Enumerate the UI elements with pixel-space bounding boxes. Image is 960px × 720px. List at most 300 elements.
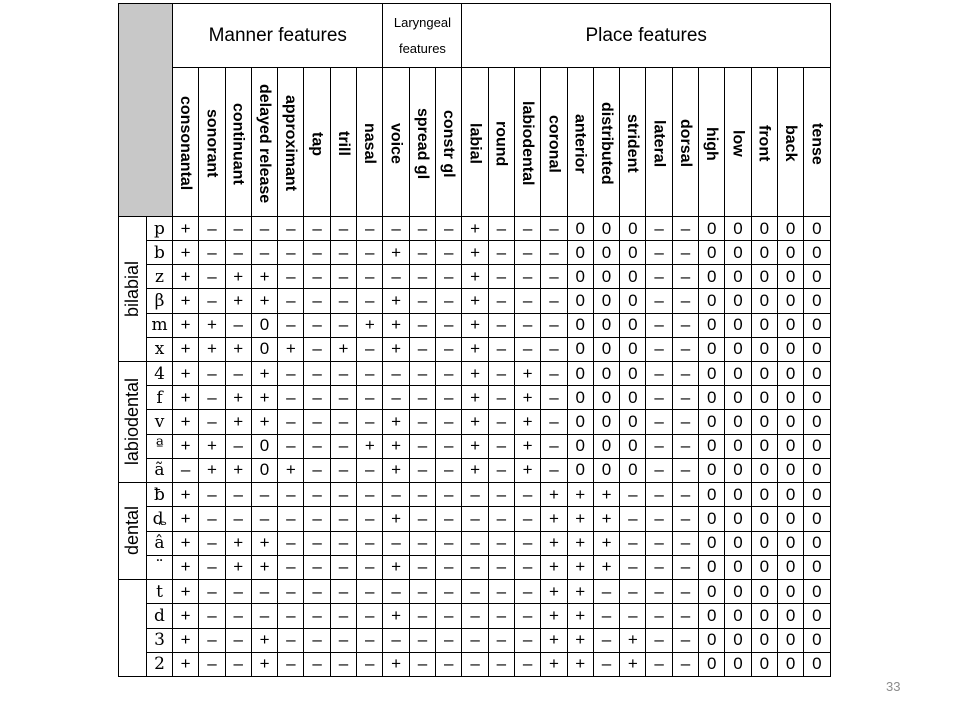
- feature-value: –: [330, 628, 356, 652]
- feature-value: 0: [751, 434, 777, 458]
- feature-value: –: [304, 628, 330, 652]
- feature-value: 0: [620, 362, 646, 386]
- feature-value: 0: [777, 434, 803, 458]
- feature-value: 0: [593, 217, 619, 241]
- feature-value: 0: [751, 507, 777, 531]
- feature-value: –: [199, 652, 225, 676]
- feature-group-header: Manner features: [173, 4, 383, 68]
- feature-value: –: [409, 531, 435, 555]
- feature-value: 0: [593, 265, 619, 289]
- feature-value: –: [515, 241, 541, 265]
- feature-value: –: [330, 531, 356, 555]
- feature-value: 0: [804, 241, 830, 265]
- feature-value: –: [357, 531, 383, 555]
- place-group-label: [119, 217, 147, 362]
- feature-value: 0: [593, 434, 619, 458]
- feature-value: +: [462, 434, 488, 458]
- feature-value: +: [225, 531, 251, 555]
- feature-value: 0: [725, 410, 751, 434]
- feature-value: 0: [620, 410, 646, 434]
- feature-value: –: [330, 507, 356, 531]
- feature-value: 0: [593, 241, 619, 265]
- feature-value: –: [225, 652, 251, 676]
- feature-header: [672, 68, 698, 217]
- feature-label: approximant: [282, 95, 300, 192]
- feature-value: –: [357, 580, 383, 604]
- feature-label: back: [781, 125, 799, 162]
- feature-header: [620, 68, 646, 217]
- feature-value: –: [330, 313, 356, 337]
- feature-value: 0: [751, 531, 777, 555]
- table-row: [119, 241, 831, 265]
- feature-value: 0: [725, 555, 751, 579]
- feature-header: [541, 68, 567, 217]
- feature-value: 0: [593, 386, 619, 410]
- feature-value: –: [304, 313, 330, 337]
- feature-value: –: [199, 217, 225, 241]
- feature-value: –: [357, 507, 383, 531]
- feature-value: 0: [777, 217, 803, 241]
- feature-value: –: [278, 313, 304, 337]
- segment-symbol: ª: [147, 434, 173, 458]
- feature-value: –: [541, 434, 567, 458]
- page-number: 33: [886, 679, 901, 694]
- feature-value: –: [278, 628, 304, 652]
- segment-symbol: ã: [147, 458, 173, 482]
- feature-value: +: [567, 483, 593, 507]
- feature-value: –: [541, 313, 567, 337]
- feature-value: –: [357, 217, 383, 241]
- feature-value: –: [541, 410, 567, 434]
- feature-value: +: [225, 386, 251, 410]
- feature-value: –: [383, 217, 409, 241]
- feature-value: –: [330, 241, 356, 265]
- feature-value: –: [672, 386, 698, 410]
- table-row: [119, 483, 831, 507]
- feature-value: 0: [777, 410, 803, 434]
- feature-value: 0: [751, 217, 777, 241]
- feature-value: +: [173, 337, 199, 361]
- feature-value: –: [541, 337, 567, 361]
- feature-value: 0: [751, 580, 777, 604]
- feature-value: –: [409, 410, 435, 434]
- feature-value: +: [515, 458, 541, 482]
- feature-value: –: [278, 652, 304, 676]
- feature-value: 0: [751, 458, 777, 482]
- feature-value: –: [409, 507, 435, 531]
- feature-header: [278, 68, 304, 217]
- feature-value: –: [357, 362, 383, 386]
- feature-value: 0: [725, 604, 751, 628]
- feature-value: +: [541, 531, 567, 555]
- feature-value: +: [462, 289, 488, 313]
- feature-value: –: [488, 580, 514, 604]
- feature-header: [804, 68, 830, 217]
- feature-value: –: [304, 289, 330, 313]
- feature-value: –: [409, 555, 435, 579]
- feature-value: –: [225, 604, 251, 628]
- segment-symbol: b: [147, 241, 173, 265]
- feature-value: –: [225, 580, 251, 604]
- feature-value: –: [199, 289, 225, 313]
- feature-value: –: [357, 652, 383, 676]
- feature-value: 0: [751, 289, 777, 313]
- table-row: [119, 217, 831, 241]
- feature-value: 0: [777, 580, 803, 604]
- feature-value: +: [593, 483, 619, 507]
- feature-value: +: [383, 313, 409, 337]
- feature-value: –: [173, 458, 199, 482]
- feature-value: –: [199, 604, 225, 628]
- feature-label: consonantal: [177, 96, 194, 191]
- feature-value: +: [567, 604, 593, 628]
- feature-value: –: [436, 580, 462, 604]
- table-row: [119, 362, 831, 386]
- feature-value: –: [409, 337, 435, 361]
- feature-value: –: [488, 217, 514, 241]
- feature-value: +: [173, 386, 199, 410]
- feature-value: –: [278, 410, 304, 434]
- feature-value: –: [251, 217, 277, 241]
- feature-value: –: [278, 507, 304, 531]
- feature-value: –: [199, 483, 225, 507]
- segment-symbol: ȡ: [147, 507, 173, 531]
- feature-value: +: [173, 241, 199, 265]
- table-row: [119, 265, 831, 289]
- feature-value: –: [488, 241, 514, 265]
- feature-value: –: [330, 604, 356, 628]
- segment-symbol: f: [147, 386, 173, 410]
- feature-value: –: [462, 652, 488, 676]
- place-label: bilabial: [122, 260, 142, 318]
- feature-value: 0: [725, 386, 751, 410]
- feature-value: 0: [804, 531, 830, 555]
- feature-value: –: [278, 217, 304, 241]
- feature-value: 0: [725, 337, 751, 361]
- feature-value: –: [541, 386, 567, 410]
- feature-group-header: Laryngeal features: [383, 4, 462, 68]
- feature-value: 0: [620, 265, 646, 289]
- feature-label: coronal: [545, 114, 563, 173]
- feature-value: 0: [699, 386, 725, 410]
- feature-value: 0: [699, 531, 725, 555]
- segment-symbol: ¨: [147, 555, 173, 579]
- feature-value: –: [409, 483, 435, 507]
- feature-value: –: [304, 386, 330, 410]
- feature-value: –: [225, 507, 251, 531]
- feature-value: 0: [699, 434, 725, 458]
- segment-symbol: 3: [147, 628, 173, 652]
- feature-value: 0: [751, 313, 777, 337]
- table-row: [119, 410, 831, 434]
- feature-value: –: [199, 555, 225, 579]
- feature-value: 0: [593, 362, 619, 386]
- feature-value: –: [251, 483, 277, 507]
- feature-value: –: [541, 265, 567, 289]
- table-row: [119, 313, 831, 337]
- feature-value: +: [225, 337, 251, 361]
- feature-value: –: [278, 434, 304, 458]
- feature-value: 0: [567, 313, 593, 337]
- feature-value: 0: [751, 241, 777, 265]
- feature-value: +: [462, 337, 488, 361]
- feature-value: –: [436, 507, 462, 531]
- segment-symbol: t: [147, 580, 173, 604]
- feature-value: +: [462, 241, 488, 265]
- feature-value: –: [488, 362, 514, 386]
- feature-value: –: [330, 386, 356, 410]
- place-group-label: [119, 362, 147, 483]
- feature-value: +: [462, 265, 488, 289]
- feature-value: –: [436, 652, 462, 676]
- feature-value: –: [199, 265, 225, 289]
- feature-value: –: [488, 313, 514, 337]
- feature-value: –: [251, 604, 277, 628]
- feature-value: –: [462, 604, 488, 628]
- feature-value: 0: [699, 580, 725, 604]
- feature-value: 0: [804, 507, 830, 531]
- feature-value: 0: [777, 337, 803, 361]
- feature-value: –: [304, 507, 330, 531]
- feature-value: 0: [567, 241, 593, 265]
- feature-label: continuant: [229, 102, 247, 185]
- segment-symbol: d: [147, 604, 173, 628]
- feature-value: –: [672, 410, 698, 434]
- table-row: [119, 580, 831, 604]
- feature-value: –: [278, 604, 304, 628]
- feature-value: –: [672, 628, 698, 652]
- feature-value: 0: [620, 313, 646, 337]
- feature-value: 0: [620, 458, 646, 482]
- feature-value: –: [409, 628, 435, 652]
- feature-value: 0: [725, 434, 751, 458]
- feature-value: +: [173, 483, 199, 507]
- feature-value: –: [409, 313, 435, 337]
- feature-value: 0: [251, 337, 277, 361]
- feature-value: 0: [620, 434, 646, 458]
- feature-value: 0: [567, 217, 593, 241]
- feature-value: 0: [725, 265, 751, 289]
- table-corner: [119, 4, 173, 217]
- feature-value: –: [593, 580, 619, 604]
- feature-value: –: [330, 555, 356, 579]
- feature-value: –: [357, 265, 383, 289]
- feature-value: +: [567, 507, 593, 531]
- feature-value: +: [199, 337, 225, 361]
- feature-header: [515, 68, 541, 217]
- feature-value: +: [567, 652, 593, 676]
- feature-value: +: [330, 337, 356, 361]
- feature-value: 0: [725, 289, 751, 313]
- feature-header: [777, 68, 803, 217]
- feature-value: 0: [567, 265, 593, 289]
- feature-value: +: [251, 289, 277, 313]
- feature-header: [199, 68, 225, 217]
- table-row: [119, 458, 831, 482]
- feature-value: +: [173, 604, 199, 628]
- feature-value: –: [488, 628, 514, 652]
- feature-value: –: [409, 386, 435, 410]
- feature-value: +: [225, 289, 251, 313]
- feature-value: +: [199, 313, 225, 337]
- feature-value: –: [672, 362, 698, 386]
- feature-value: +: [541, 483, 567, 507]
- feature-value: –: [515, 604, 541, 628]
- feature-value: –: [436, 628, 462, 652]
- feature-value: 0: [699, 628, 725, 652]
- feature-value: –: [620, 507, 646, 531]
- feature-label: spread gl: [413, 107, 431, 180]
- feature-value: –: [541, 241, 567, 265]
- feature-value: +: [173, 265, 199, 289]
- table-row: [119, 652, 831, 676]
- feature-value: –: [330, 410, 356, 434]
- feature-value: –: [383, 483, 409, 507]
- feature-value: 0: [699, 652, 725, 676]
- place-group-label: [119, 580, 147, 677]
- table-row: [119, 555, 831, 579]
- feature-value: –: [357, 555, 383, 579]
- feature-value: –: [304, 265, 330, 289]
- feature-value: 0: [777, 313, 803, 337]
- feature-value: 0: [751, 410, 777, 434]
- feature-value: –: [251, 580, 277, 604]
- feature-value: –: [436, 313, 462, 337]
- feature-label: lateral: [650, 119, 668, 168]
- feature-value: +: [593, 555, 619, 579]
- feature-value: 0: [699, 313, 725, 337]
- feature-value: –: [225, 483, 251, 507]
- feature-value: 0: [620, 337, 646, 361]
- feature-value: 0: [777, 604, 803, 628]
- feature-value: –: [436, 337, 462, 361]
- feature-value: –: [646, 555, 672, 579]
- feature-value: –: [357, 386, 383, 410]
- feature-value: –: [672, 580, 698, 604]
- feature-value: 0: [593, 337, 619, 361]
- feature-value: +: [251, 386, 277, 410]
- feature-value: –: [409, 217, 435, 241]
- feature-value: –: [436, 531, 462, 555]
- feature-value: –: [304, 434, 330, 458]
- feature-value: 0: [725, 652, 751, 676]
- feature-value: 0: [725, 628, 751, 652]
- feature-value: –: [383, 362, 409, 386]
- segment-symbol: x: [147, 337, 173, 361]
- feature-value: +: [383, 289, 409, 313]
- feature-value: 0: [804, 337, 830, 361]
- feature-value: 0: [777, 241, 803, 265]
- feature-value: –: [330, 265, 356, 289]
- feature-header: [646, 68, 672, 217]
- feature-value: 0: [620, 289, 646, 313]
- feature-value: 0: [777, 458, 803, 482]
- feature-value: –: [488, 652, 514, 676]
- feature-value: 0: [751, 555, 777, 579]
- feature-value: –: [646, 337, 672, 361]
- feature-value: –: [646, 604, 672, 628]
- feature-value: –: [672, 458, 698, 482]
- feature-value: –: [199, 507, 225, 531]
- feature-value: +: [357, 434, 383, 458]
- feature-value: +: [383, 241, 409, 265]
- feature-value: –: [278, 386, 304, 410]
- feature-value: 0: [777, 483, 803, 507]
- feature-value: –: [383, 265, 409, 289]
- feature-value: 0: [725, 458, 751, 482]
- feature-value: 0: [804, 265, 830, 289]
- feature-label: high: [703, 126, 721, 161]
- feature-value: 0: [699, 362, 725, 386]
- feature-value: –: [436, 458, 462, 482]
- feature-value: –: [304, 483, 330, 507]
- feature-value: +: [541, 555, 567, 579]
- feature-value: –: [225, 241, 251, 265]
- feature-value: 0: [620, 241, 646, 265]
- feature-value: –: [225, 217, 251, 241]
- feature-value: –: [357, 410, 383, 434]
- feature-value: 0: [251, 313, 277, 337]
- feature-value: +: [225, 265, 251, 289]
- feature-value: +: [515, 434, 541, 458]
- table-row: [119, 507, 831, 531]
- feature-value: –: [515, 313, 541, 337]
- feature-value: +: [173, 555, 199, 579]
- feature-value: –: [646, 652, 672, 676]
- feature-label: labiodental: [519, 101, 536, 186]
- feature-value: –: [357, 337, 383, 361]
- feature-label: trill: [334, 131, 352, 156]
- feature-value: –: [199, 386, 225, 410]
- feature-value: –: [646, 434, 672, 458]
- feature-value: 0: [725, 483, 751, 507]
- segment-symbol: v: [147, 410, 173, 434]
- feature-value: 0: [777, 386, 803, 410]
- feature-value: –: [383, 580, 409, 604]
- feature-value: –: [278, 241, 304, 265]
- feature-value: 0: [777, 265, 803, 289]
- feature-value: 0: [804, 580, 830, 604]
- feature-value: +: [173, 313, 199, 337]
- feature-value: –: [409, 362, 435, 386]
- feature-value: +: [462, 386, 488, 410]
- feature-value: +: [225, 410, 251, 434]
- feature-value: 0: [699, 458, 725, 482]
- feature-value: –: [383, 386, 409, 410]
- feature-value: +: [173, 652, 199, 676]
- feature-value: +: [515, 362, 541, 386]
- feature-value: –: [646, 458, 672, 482]
- feature-value: 0: [751, 483, 777, 507]
- feature-value: +: [567, 628, 593, 652]
- feature-value: –: [278, 265, 304, 289]
- feature-value: –: [462, 531, 488, 555]
- feature-value: –: [488, 483, 514, 507]
- feature-value: –: [620, 483, 646, 507]
- feature-header: [436, 68, 462, 217]
- feature-value: +: [173, 531, 199, 555]
- feature-value: 0: [804, 652, 830, 676]
- feature-value: +: [225, 555, 251, 579]
- feature-value: –: [672, 241, 698, 265]
- feature-value: 0: [751, 362, 777, 386]
- feature-value: –: [357, 289, 383, 313]
- feature-header: [409, 68, 435, 217]
- feature-value: –: [330, 362, 356, 386]
- feature-value: +: [173, 580, 199, 604]
- feature-value: –: [357, 483, 383, 507]
- feature-value: –: [515, 652, 541, 676]
